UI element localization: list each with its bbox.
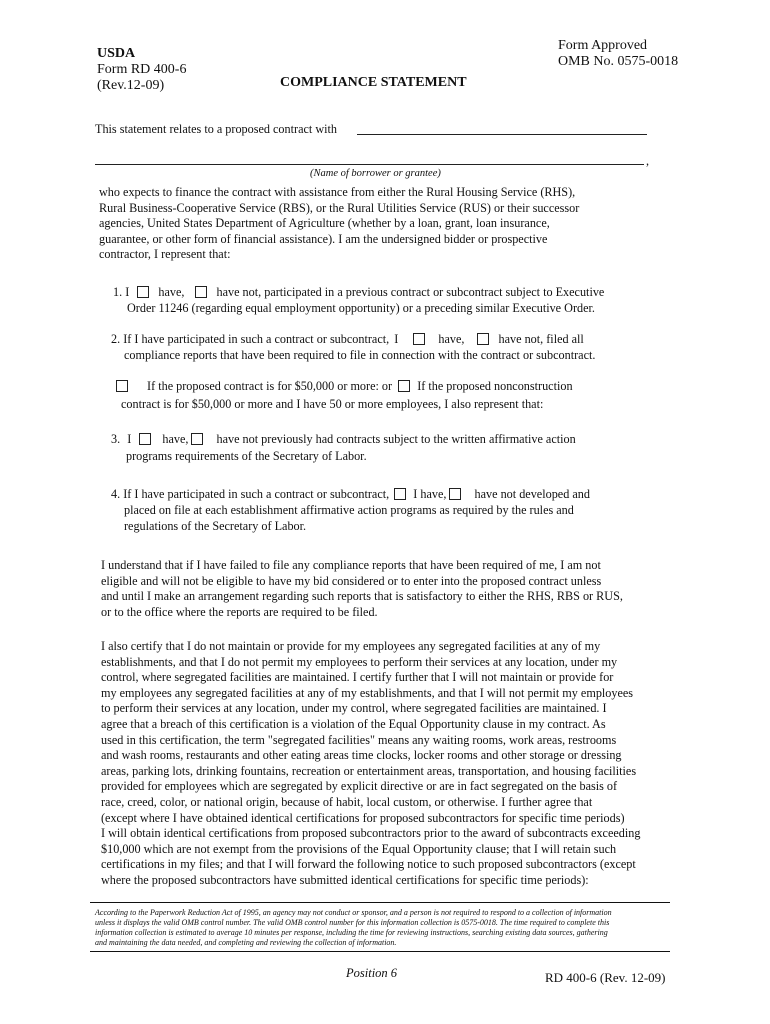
item-4-have-checkbox[interactable] <box>394 488 406 500</box>
understand-line: or to the office where the reports are required to be filed. <box>101 604 378 619</box>
paperwork-line: and maintaining the data needed, and completing and reviewing the collection of information. <box>95 938 397 947</box>
item-3-have-checkbox[interactable] <box>139 433 151 445</box>
certify-line: where the proposed subcontractors have submitted identical certifications for specific time periods): <box>101 872 589 887</box>
form-id-footer: RD 400-6 (Rev. 12-09) <box>545 970 666 985</box>
item-4-line-3: regulations of the Secretary of Labor. <box>124 519 307 533</box>
item-1 <box>113 284 604 300</box>
item-1-i: I <box>125 285 130 299</box>
form-number: Form RD 400-6 <box>97 62 187 77</box>
item-4-have-label: I have, <box>413 487 447 501</box>
form-revision: (Rev.12-09) <box>97 78 165 93</box>
conditional-options <box>116 378 573 394</box>
agency-name: USDA <box>97 46 136 61</box>
item-4-lead: 4. If I have participated in such a contract or subcontract, <box>111 487 390 501</box>
item-3-i: I <box>127 432 132 446</box>
certify-line: race, creed, color, or national origin, because of habit, local custom, or otherwise. I further agree that <box>101 794 593 809</box>
understand-line: and until I make an arrangement regarding such reports that is satisfactory to either the RHS, RBS or RUS, <box>101 589 623 604</box>
item-2 <box>111 331 584 347</box>
intro-line: who expects to finance the contract with assistance from either the Rural Housing Service (RHS), <box>99 185 576 199</box>
contract-50000-checkbox[interactable] <box>116 380 128 392</box>
intro-line: agencies, United States Department of Agriculture (whether by a loan, grant, loan insurance, <box>99 216 550 231</box>
item-4-line-2: placed on file at each establishment affirmative action programs as required by the rules and <box>124 503 574 517</box>
item-4-have-not-label: have not developed and <box>474 487 590 501</box>
item-4 <box>111 486 590 502</box>
contract-with-field[interactable] <box>357 134 647 135</box>
intro-line: guarantee, or other form of financial assistance). I am the undersigned bidder or prospective <box>99 231 548 246</box>
contract-50000-label: If the proposed contract is for $50,000 or more: or <box>147 379 393 393</box>
item-3-have-label: have, <box>162 432 189 446</box>
certify-line: to perform their services at any location, under my control, where segregated facilities are maintained. I <box>101 701 607 716</box>
understand-line: eligible and will not be eligible to have my bid considered or to enter into the proposed contract unless <box>101 573 602 588</box>
certify-line: control, where segregated facilities are maintained. I certify further that I will not maintain or provide for <box>101 670 614 685</box>
intro-line: Rural Business-Cooperative Service (RBS), or the Rural Utilities Service (RUS) or their successor <box>99 200 580 215</box>
item-2-have-checkbox[interactable] <box>413 333 425 345</box>
paperwork-notice <box>95 908 675 948</box>
certify-line: areas, parking lots, drinking fountains, recreation or entertainment areas, transportation, and housing facilities <box>101 763 637 778</box>
certify-line: establishments, and that I do not permit my employees to perform their services at any location, under my <box>101 654 618 669</box>
item-1-line-2: Order 11246 (regarding equal employment opportunity) or a preceding similar Executive Order. <box>127 301 595 315</box>
item-2-have-not-label: have not, filed all <box>498 332 584 346</box>
notice-divider-top <box>90 902 670 903</box>
paperwork-line: According to the Paperwork Reduction Act of 1995, an agency may not conduct or sponsor, and a person is not required to respond to a collection of information <box>95 908 612 917</box>
item-3-have-not-checkbox[interactable] <box>191 433 203 445</box>
nonconstruction-checkbox[interactable] <box>398 380 410 392</box>
relates-label: This statement relates to a proposed contract with <box>95 122 337 136</box>
certify-line: agree that a breach of this certification is a violation of the Equal Opportunity clause in my contract. As <box>101 716 606 731</box>
item-3-line-2: programs requirements of the Secretary of Labor. <box>126 449 367 463</box>
item-2-i: I <box>394 332 399 346</box>
item-4-have-not-checkbox[interactable] <box>449 488 461 500</box>
item-3 <box>111 431 576 447</box>
intro-line: contractor, I represent that: <box>99 247 231 262</box>
item-2-line-2: compliance reports that have been required to file in connection with the contract or subcontract. <box>124 348 596 362</box>
certify-line: my employees any segregated facilities at any of my establishments, and that I will not permit my employees <box>101 685 634 700</box>
paperwork-line: information collection is estimated to average 10 minutes per response, including the time for reviewing instructions, searching existing data sources, gathering <box>95 928 608 937</box>
approval-line-2: OMB No. 0575-0018 <box>558 54 679 69</box>
item-3-number: 3. <box>111 432 121 446</box>
certify-line: used in this certification, the term "segregated facilities" means any waiting rooms, work areas, restrooms <box>101 732 617 747</box>
position-label: Position 6 <box>346 966 398 980</box>
certify-line: I also certify that I do not maintain or provide for my employees any segregated facilities at any of my <box>101 639 601 653</box>
item-1-have-not-checkbox[interactable] <box>195 286 207 298</box>
name-caption: (Name of borrower or grantee) <box>310 168 441 179</box>
understand-line: I understand that if I have failed to file any compliance reports that have been required of me, I am not <box>101 558 601 572</box>
paperwork-line: unless it displays the valid OMB control number. The valid OMB control number for this information collection is 0575-0018. The time required to complete this <box>95 918 610 927</box>
understand-paragraph <box>101 558 661 620</box>
item-2-lead: 2. If I have participated in such a contract or subcontract, <box>111 332 390 346</box>
intro-paragraph <box>99 185 659 263</box>
certify-line: and wash rooms, restaurants and other eating areas time clocks, locker rooms and other storage or dressing <box>101 748 622 763</box>
certify-line: $10,000 which are not exempt from the provisions of the Equal Opportunity clause; that I will retain such <box>101 841 617 856</box>
conditional-line-2: contract is for $50,000 or more and I have 50 or more employees, I also represent that: <box>121 397 544 411</box>
nonconstruction-label: If the proposed nonconstruction <box>417 379 573 393</box>
certify-line: I will obtain identical certifications from proposed subcontractors prior to the award of subcontracts exceeding <box>101 826 641 841</box>
item-1-have-not-label: have not, participated in a previous contract or subcontract subject to Executive <box>216 285 605 299</box>
item-1-have-checkbox[interactable] <box>137 286 149 298</box>
item-1-have-label: have, <box>158 285 185 299</box>
certify-line: provided for employees which are segregated by explicit directive or are in fact segregated on the basis of <box>101 779 618 794</box>
page-title: COMPLIANCE STATEMENT <box>280 75 467 90</box>
approval-line-1: Form Approved <box>558 38 648 53</box>
trailing-comma: , <box>646 154 650 168</box>
certify-line: certifications in my files; and that I will forward the following notice to such proposed subcontractors (except <box>101 857 636 872</box>
item-2-have-not-checkbox[interactable] <box>477 333 489 345</box>
certification-paragraph <box>101 639 661 889</box>
item-1-number: 1. <box>113 285 123 299</box>
item-3-have-not-label: have not previously had contracts subject to the written affirmative action <box>216 432 576 446</box>
borrower-name-field[interactable] <box>95 164 644 165</box>
item-2-have-label: have, <box>438 332 465 346</box>
certify-line: (except where I have obtained identical certifications for proposed subcontractors for specific time periods) <box>101 810 625 825</box>
notice-divider-bottom <box>90 951 670 952</box>
